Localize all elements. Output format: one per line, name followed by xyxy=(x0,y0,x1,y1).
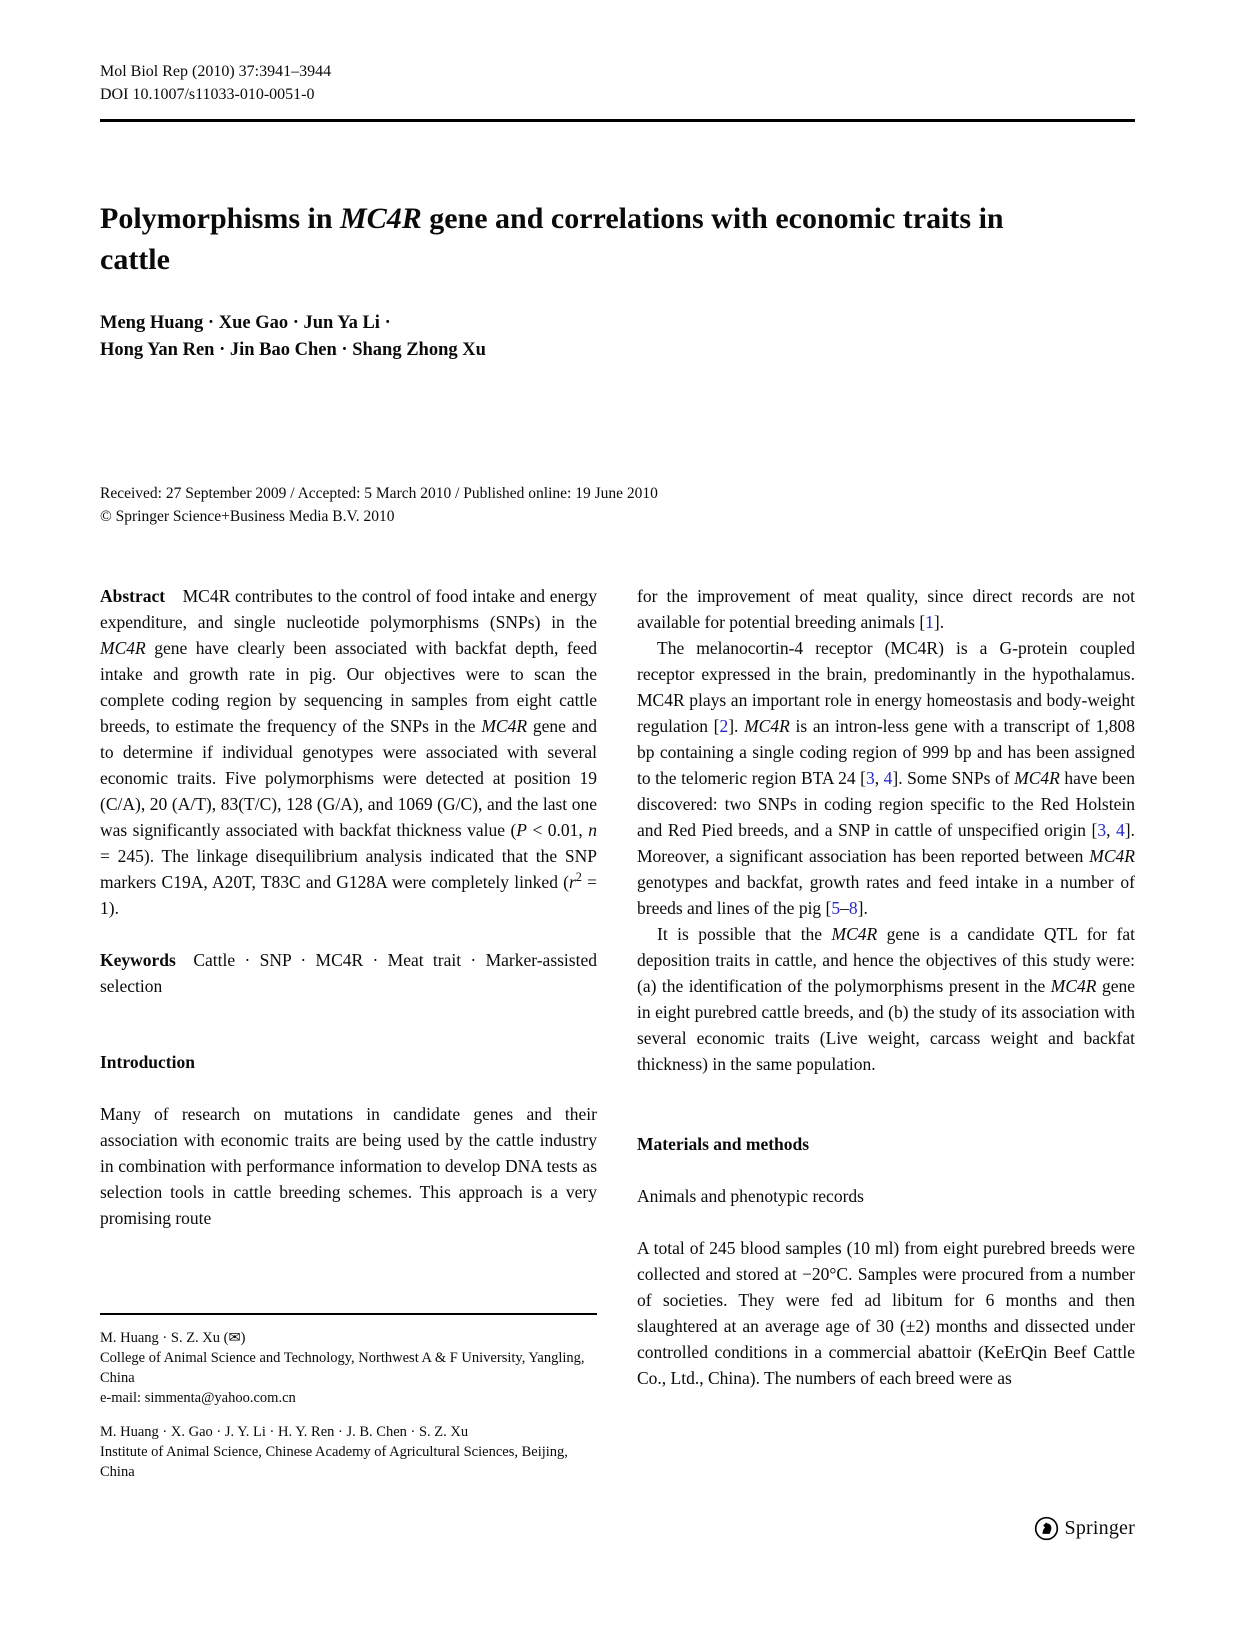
citation-link[interactable]: 4 xyxy=(1116,820,1125,840)
received-accepted-line: Received: 27 September 2009 / Accepted: 5 March 2010 / Published online: 19 June 2010 xyxy=(100,485,658,502)
footnote-email[interactable]: e-mail: simmenta@yahoo.com.cn xyxy=(100,1390,296,1406)
footnote-block xyxy=(100,1313,597,1482)
author-list xyxy=(100,310,486,364)
citation-link[interactable]: 8 xyxy=(848,898,858,918)
footnote-authors: M. Huang · X. Gao · J. Y. Li · H. Y. Ren · J. B. Chen · S. Z. Xu xyxy=(100,1424,469,1440)
springer-wordmark: Springer xyxy=(1064,1517,1135,1539)
body-paragraph: for the improvement of meat quality, since direct records are not available for potential breeding animals [1]. xyxy=(637,586,1135,632)
author-line: Hong Yan Ren · Jin Bao Chen · Shang Zhong Xu xyxy=(100,340,486,360)
copyright-line: © Springer Science+Business Media B.V. 2010 xyxy=(100,508,395,525)
citation-link[interactable]: 3 xyxy=(1097,820,1107,840)
springer-logo xyxy=(1034,1516,1135,1541)
header-rule xyxy=(100,119,1135,122)
footnote-affiliation: College of Animal Science and Technology, Northwest A & F University, Yangling, China xyxy=(100,1350,585,1386)
article-dates xyxy=(100,482,658,528)
materials-paragraph: A total of 245 blood samples (10 ml) from eight purebred breeds were collected and stored at −20°C. Samples were procured from a number of societies. They were fed ad libitum for 6 months and then slaughtered at an average age of 30 (±2) months and dissected under controlled conditions in a commercial abattoir (KeErQin Beef Cattle Co., Ltd., China). The numbers of each breed were as xyxy=(637,1238,1135,1388)
introduction-paragraph: Many of research on mutations in candidate genes and their association with economic traits are being used by the cattle industry in combination with performance information to develop DNA tests as selection tools in cattle breeding schemes. This approach is a very promising route xyxy=(100,1104,597,1228)
citation-link[interactable]: 5 xyxy=(831,898,841,918)
citation-link[interactable]: 4 xyxy=(883,768,893,788)
right-column xyxy=(637,583,1135,1391)
journal-header xyxy=(100,60,331,106)
journal-ref: Mol Biol Rep (2010) 37:3941–3944 xyxy=(100,63,332,80)
affiliation-footnote xyxy=(100,1422,597,1482)
body-paragraph: It is possible that the MC4R gene is a candidate QTL for fat deposition traits in cattle, and hence the objectives of this study were: (a) the identification of the polymorphisms present in the MC4R gene in eight purebred cattle breeds, and (b) the study of its association with several economic traits (Live weight, carcass weight and backfat thickness) in the same population. xyxy=(637,924,1135,1074)
citation-link[interactable]: 2 xyxy=(719,716,729,736)
footnote-rule xyxy=(100,1313,597,1315)
section-heading-introduction: Introduction xyxy=(100,1052,195,1072)
author-line: Meng Huang · Xue Gao · Jun Ya Li · xyxy=(100,313,391,333)
citation-link[interactable]: 3 xyxy=(865,768,875,788)
citation-link[interactable]: 1 xyxy=(925,612,934,632)
correspondence-footnote xyxy=(100,1328,597,1408)
section-heading-materials: Materials and methods xyxy=(637,1134,810,1154)
body-paragraph: The melanocortin-4 receptor (MC4R) is a G-protein coupled receptor expressed in the brain, predominantly in the hypothalamus. MC4R plays an important role in energy homeostasis and body-weight regulation [2]. MC4R is an intron-less gene with a transcript of 1,808 bp containing a single coding region of 999 bp and has been assigned to the telomeric region BTA 24 [3, 4]. Some SNPs of MC4R have been discovered: two SNPs in coding region specific to the Red Holstein and Red Pied breeds, and a SNP in cattle of unspecified origin [3, 4]. Moreover, a significant association has been reported between MC4R genotypes and backfat, growth rates and feed intake in a number of breeds and lines of the pig [5–8]. xyxy=(637,638,1135,918)
journal-doi: DOI 10.1007/s11033-010-0051-0 xyxy=(100,86,315,103)
keywords-paragraph: Keywords Cattle · SNP · MC4R · Meat trait · Marker-assisted selection xyxy=(100,950,597,996)
paper-title: Polymorphisms in MC4R gene and correlations with economic traits in cattle xyxy=(100,202,1004,276)
footnote-authors: M. Huang · S. Z. Xu (✉) xyxy=(100,1330,246,1346)
springer-horse-icon xyxy=(1034,1516,1059,1541)
left-column xyxy=(100,583,597,1231)
abstract-paragraph: Abstract MC4R contributes to the control of food intake and energy expenditure, and single nucleotide polymorphisms (SNPs) in the MC4R gene have clearly been associated with backfat depth, feed intake and growth rate in pig. Our objectives were to scan the complete coding region by sequencing in samples from eight cattle breeds, to estimate the frequency of the SNPs in the MC4R gene and to determine if individual genotypes were associated with several economic traits. Five polymorphisms were detected at position 19 (C/A), 20 (A/T), 83(T/C), 128 (G/A), and 1069 (G/C), and the last one was significantly associated with backfat thickness value (P < 0.01, n = 245). The linkage disequilibrium analysis indicated that the SNP markers C19A, A20T, T83C and G128A were completely linked $(r^2 = 1)$. xyxy=(100,586,597,918)
subsection-heading-animals: Animals and phenotypic records xyxy=(637,1186,864,1206)
footnote-affiliation: Institute of Animal Science, Chinese Academy of Agricultural Sciences, Beijing, China xyxy=(100,1444,568,1480)
